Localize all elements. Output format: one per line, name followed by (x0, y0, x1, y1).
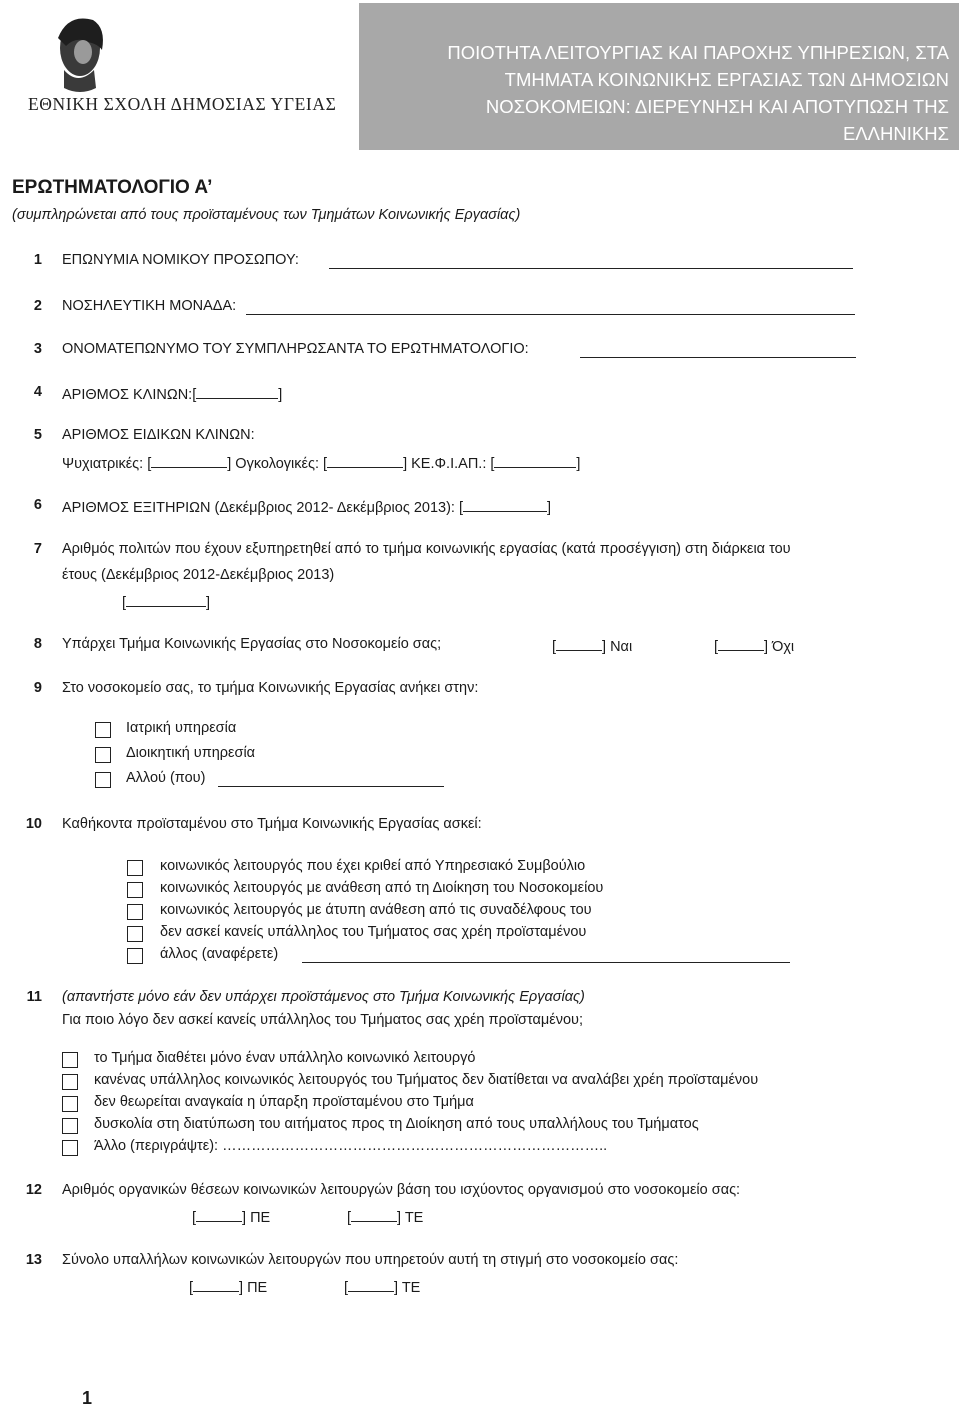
question-number: 6 (33, 497, 42, 513)
q13-te-bracket: [ (344, 1280, 349, 1296)
q8-no-option (714, 636, 794, 655)
q11-checkbox[interactable] (62, 1118, 78, 1134)
q12-pe-option (192, 1207, 270, 1226)
q5-kefiap-blank[interactable] (494, 453, 576, 468)
q10-option: κοινωνικός λειτουργός με άτυπη ανάθεση από τις συναδέλφους του (160, 902, 592, 918)
q2-label: ΝΟΣΗΛΕΥΤΙΚΗ ΜΟΝΑΔΑ: (62, 298, 237, 314)
q11-option: κανένας υπάλληλος κοινωνικός λειτουργός του Τμήματος δεν διατίθεται να αναλάβει χρέη προϊσταμένου (94, 1072, 759, 1088)
q12-pe-label: ] ΠΕ (242, 1210, 271, 1226)
q3-label: ΟΝΟΜΑΤΕΠΩΝΥΜΟ ΤΟΥ ΣΥΜΠΛΗΡΩΣΑΝΤΑ ΤΟ ΕΡΩΤΗΜΑΤΟΛΟΓΙΟ: (62, 341, 529, 357)
q7-answer (122, 592, 210, 611)
q5-bracket: ] (576, 456, 581, 472)
q9-option: Ιατρική υπηρεσία (126, 720, 237, 736)
q5-onco-label: ] Ογκολογικές: [ (227, 456, 328, 472)
q4-label-text: ΑΡΙΘΜΟΣ ΚΛΙΝΩΝ:[ (62, 387, 197, 403)
q13-pe-blank[interactable] (193, 1277, 239, 1292)
q4-answer-blank[interactable] (196, 384, 278, 399)
q10-checkbox[interactable] (127, 948, 143, 964)
question-number: 5 (33, 427, 42, 443)
question-number: 11 (26, 989, 42, 1005)
q11-label: Για ποιο λόγο δεν ασκεί κανείς υπάλληλος του Τμήματος σας χρέη προϊσταμένου; (62, 1012, 584, 1028)
q5-psych-blank[interactable] (151, 453, 227, 468)
q12-label: Αριθμός οργανικών θέσεων κοινωνικών λειτουργών βάση του ισχύοντος οργανισμού στο νοσοκομείο σας: (62, 1182, 741, 1198)
question-number: 10 (25, 816, 42, 832)
q6-label-text: ΑΡΙΘΜΟΣ ΕΞΙΤΗΡΙΩΝ (Δεκέμβριος 2012- Δεκέμβριος 2013): [ (62, 500, 464, 516)
q13-pe-bracket: [ (189, 1280, 194, 1296)
q10-checkbox[interactable] (127, 926, 143, 942)
q8-label: Υπάρχει Τμήμα Κοινωνικής Εργασίας στο Νοσοκομείο σας; (62, 636, 442, 652)
q8-yes-bracket: [ (552, 639, 557, 655)
q13-te-option (344, 1277, 420, 1296)
question-number: 9 (33, 680, 42, 696)
q12-pe-bracket: [ (192, 1210, 197, 1226)
q9-option: Αλλού (που) (126, 770, 206, 786)
q12-te-option (347, 1207, 423, 1226)
q10-checkbox[interactable] (127, 860, 143, 876)
q10-option: δεν ασκεί κανείς υπάλληλος του Τμήματος σας χρέη προϊσταμένου (160, 924, 587, 940)
q11-checkbox[interactable] (62, 1052, 78, 1068)
q10-checkbox[interactable] (127, 904, 143, 920)
q9-checkbox[interactable] (95, 772, 111, 788)
q10-checkbox[interactable] (127, 882, 143, 898)
q7-label-line-2: έτους (Δεκέμβριος 2012-Δεκέμβριος 2013) (62, 567, 335, 583)
q6-answer-blank[interactable] (463, 497, 547, 512)
q7-bracket-close: ] (206, 595, 211, 611)
q9-checkbox[interactable] (95, 722, 111, 738)
q9-label: Στο νοσοκομείο σας, το τμήμα Κοινωνικής Εργασίας ανήκει στην: (62, 680, 479, 696)
q11-option: δεν θεωρείται αναγκαία η ύπαρξη προϊσταμένου στο Τμήμα (94, 1094, 474, 1110)
q5-kefiap-label: ] ΚΕ.Φ.Ι.ΑΠ.: [ (403, 456, 495, 472)
q5-label: ΑΡΙΘΜΟΣ ΕΙΔΙΚΩΝ ΚΛΙΝΩΝ: (62, 427, 255, 443)
q11-checkbox[interactable] (62, 1140, 78, 1156)
logo-caption: ΕΘΝΙΚΗ ΣΧΟΛΗ ΔΗΜΟΣΙΑΣ ΥΓΕΙΑΣ (28, 94, 337, 114)
q11-checkbox[interactable] (62, 1096, 78, 1112)
q13-te-blank[interactable] (348, 1277, 394, 1292)
q9-option: Διοικητική υπηρεσία (126, 745, 256, 761)
header-title-line: ΝΟΣΟΚΟΜΕΙΩΝ: ΔΙΕΡΕΥΝΗΣΗ ΚΑΙ ΑΠΟΤΥΠΩΣΗ ΤΗΣ ΕΛΛΗΝΙΚΗΣ (485, 96, 949, 144)
q1-label: ΕΠΩΝΥΜΙΑ ΝΟΜΙΚΟΥ ΠΡΟΣΩΠΟΥ: (62, 252, 299, 268)
page-number: 1 (82, 1388, 93, 1408)
q12-te-blank[interactable] (351, 1207, 397, 1222)
q4-label (62, 384, 282, 403)
question-number: 2 (33, 298, 42, 314)
q13-pe-label: ] ΠΕ (239, 1280, 268, 1296)
q11-note: (απαντήστε μόνο εάν δεν υπάρχει προϊστάμενος στο Τμήμα Κοινωνικής Εργασίας) (62, 989, 585, 1005)
q10-label: Καθήκοντα προϊσταμένου στο Τμήμα Κοινωνικής Εργασίας ασκεί: (62, 816, 482, 832)
q7-answer-blank[interactable] (126, 592, 206, 607)
header-title-line: ΤΜΗΜΑΤΑ ΚΟΙΝΩΝΙΚΗΣ ΕΡΓΑΣΙΑΣ ΤΩΝ ΔΗΜΟΣΙΩΝ (504, 69, 949, 90)
header-title (389, 39, 949, 174)
header-title-line: ΠΟΙΟΤΗΤΑ ΛΕΙΤΟΥΡΓΙΑΣ ΚΑΙ ΠΑΡΟΧΗΣ ΥΠΗΡΕΣΙΩΝ, ΣΤΑ (447, 42, 949, 63)
q13-te-label: ] ΤΕ (394, 1280, 421, 1296)
q8-yes-blank[interactable] (556, 636, 602, 651)
question-number: 8 (33, 636, 42, 652)
q9-checkbox[interactable] (95, 747, 111, 763)
header-title-line: ΠΡΑΓΜΑΤΙΚΟΤΗΤΑΣ (774, 150, 949, 171)
q9-other-line[interactable] (218, 786, 444, 787)
q1-answer-line[interactable] (329, 268, 853, 269)
question-number: 1 (33, 252, 42, 268)
question-number: 3 (33, 341, 42, 357)
q11-option: δυσκολία στη διατύπωση του αιτήματος προς τη Διοίκηση από τους υπαλλήλους του Τμήματος (94, 1116, 699, 1132)
q10-option: κοινωνικός λειτουργός με ανάθεση από τη Διοίκηση του Νοσοκομείου (160, 880, 604, 896)
q13-label: Σύνολο υπαλλήλων κοινωνικών λειτουργών που υπηρετούν αυτή τη στιγμή στο νοσοκομείο σας: (62, 1252, 679, 1268)
q5-onco-blank[interactable] (327, 453, 403, 468)
q8-yes-label: ] Ναι (602, 639, 633, 655)
q6-label (62, 497, 551, 516)
q11-option: το Τμήμα διαθέτει μόνο έναν υπάλληλο κοινωνικό λειτουργό (94, 1050, 476, 1066)
header-title-box (359, 3, 959, 171)
q7-label-line-1: Αριθμός πολιτών που έχουν εξυπηρετηθεί από το τμήμα κοινωνικής εργασίας (κατά προσέγγιση) στη διάρκεια του (62, 541, 791, 557)
q10-option: κοινωνικός λειτουργός που έχει κριθεί από Υπηρεσιακό Συμβούλιο (160, 858, 586, 874)
q10-option: άλλος (αναφέρετε) (160, 946, 279, 962)
q4-bracket: ] (278, 387, 283, 403)
q7-bracket-open: [ (122, 595, 127, 611)
q8-yes-option (552, 636, 632, 655)
q8-no-label: ] Όχι (764, 639, 795, 655)
question-number: 13 (25, 1252, 42, 1268)
question-number: 4 (33, 384, 42, 400)
q11-checkbox[interactable] (62, 1074, 78, 1090)
q12-te-bracket: [ (347, 1210, 352, 1226)
q12-te-label: ] ΤΕ (397, 1210, 424, 1226)
q11-option: Άλλο (περιγράψτε): …………………………………………………………………….. (94, 1138, 608, 1154)
form-subtitle: (συμπληρώνεται από τους προϊσταμένους των Τμημάτων Κοινωνικής Εργασίας) (12, 207, 521, 223)
q5-psych-label: Ψυχιατρικές: [ (62, 456, 152, 472)
q10-other-line[interactable] (302, 962, 790, 963)
question-number: 12 (25, 1182, 42, 1198)
q6-bracket: ] (547, 500, 552, 516)
q2-answer-line[interactable] (246, 314, 855, 315)
q5-special-beds (62, 453, 580, 472)
q8-no-bracket: [ (714, 639, 719, 655)
question-number: 7 (33, 541, 42, 557)
q8-no-blank[interactable] (718, 636, 764, 651)
q3-answer-line[interactable] (580, 357, 856, 358)
q13-pe-option (189, 1277, 267, 1296)
q12-pe-blank[interactable] (196, 1207, 242, 1222)
form-title: ΕΡΩΤΗΜΑΤΟΛΟΓΙΟ Α’ (12, 177, 213, 198)
